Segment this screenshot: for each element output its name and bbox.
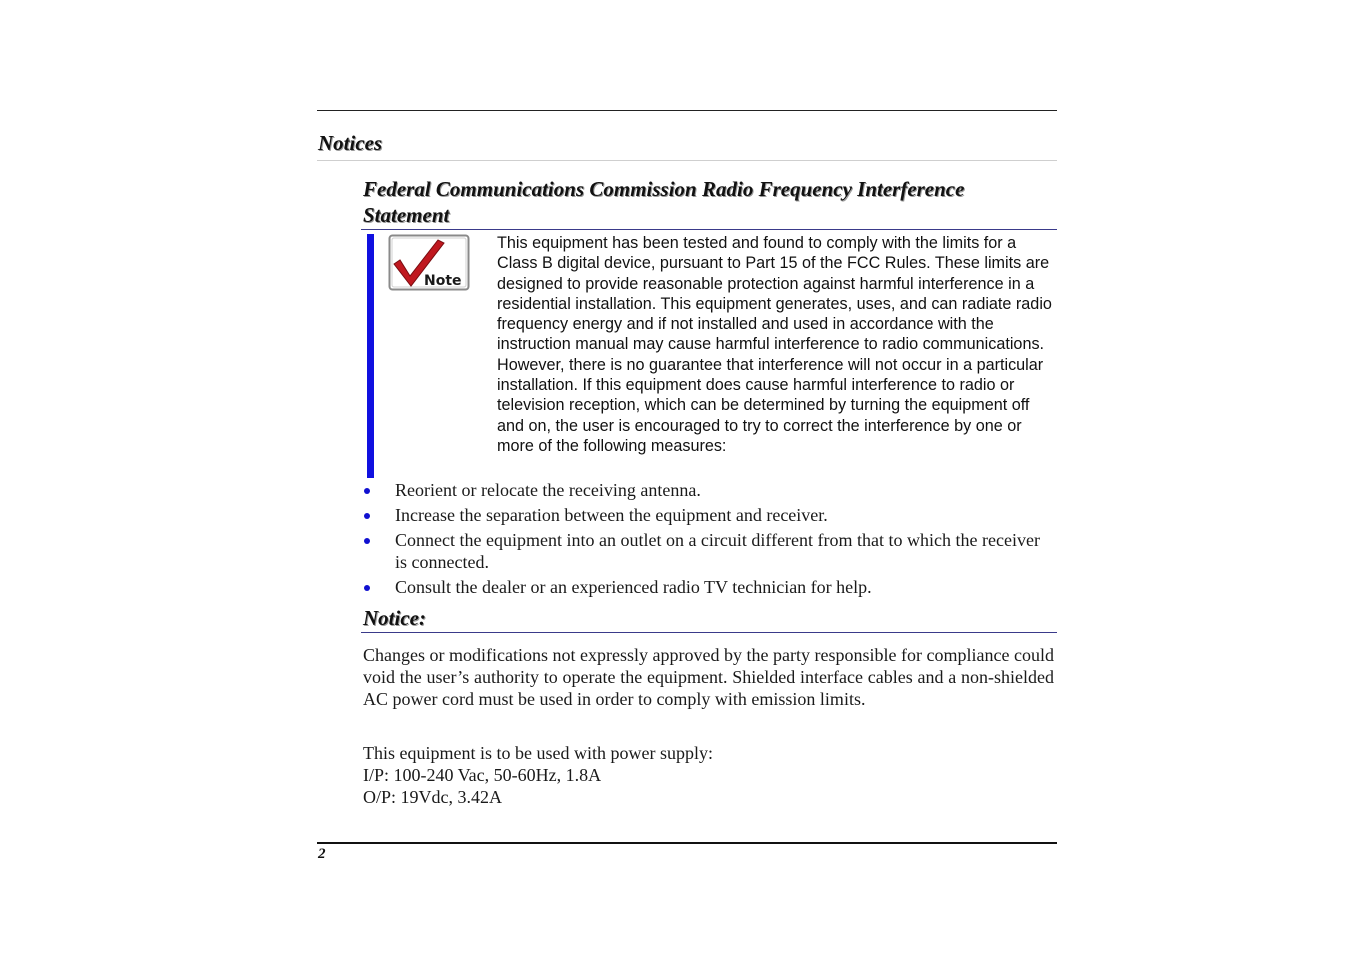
- measure-text: Consult the dealer or an experienced radio TV technician for help.: [395, 577, 872, 597]
- bullet-icon: [364, 513, 370, 519]
- power-input: I/P: 100-240 Vac, 50-60Hz, 1.8A: [363, 765, 602, 785]
- fcc-title-rule: [361, 229, 1057, 230]
- notice-title: Notice:: [363, 606, 426, 630]
- top-rule: [317, 110, 1057, 111]
- section-divider: [317, 160, 1057, 161]
- bullet-icon: [364, 538, 370, 544]
- note-icon-label: Note: [424, 273, 462, 289]
- note-checkmark-icon: [388, 234, 470, 291]
- power-output: O/P: 19Vdc, 3.42A: [363, 787, 502, 807]
- list-item: [363, 529, 1053, 573]
- page-number: 2: [318, 846, 326, 862]
- footer-rule: [317, 842, 1057, 844]
- notice-title-rule: [361, 632, 1057, 633]
- bullet-icon: [364, 585, 370, 591]
- list-item: [363, 479, 1053, 501]
- list-item: [363, 576, 1053, 598]
- document-page: [317, 0, 1057, 954]
- interference-measures-list: [363, 479, 1053, 601]
- notice-body: Changes or modifications not expressly approved by the party responsible for compliance could void the user’s authority to operate the equipment. Shielded interface cables and a non-shielded AC power cord must be used in order to comply with emission limits.: [363, 645, 1054, 709]
- section-title: Notices: [318, 131, 383, 155]
- power-intro: This equipment is to be used with power supply:: [363, 743, 713, 763]
- bullet-icon: [364, 488, 370, 494]
- measure-text: Connect the equipment into an outlet on a circuit different from that to which the receiver is connected.: [395, 530, 1040, 572]
- fcc-statement-title: Federal Communications Commission Radio Frequency Interference Statement: [363, 177, 965, 227]
- fcc-note-text: This equipment has been tested and found to comply with the limits for a Class B digital device, pursuant to Part 15 of the FCC Rules. These limits are designed to provide reasonable protection against harmful interference in a residential installation. This equipment generates, uses, and can radiate radio frequency energy and if not installed and used in accordance with the instruction manual may cause harmful interference to radio communications. However, there is no guarantee that interference will not occur in a particular installation. If this equipment does cause harmful interference to radio or television reception, which can be determined by turning the equipment off and on, the user is encouraged to try to correct the interference by one or more of the following measures:: [497, 234, 1052, 455]
- note-side-bar: [367, 234, 374, 478]
- power-supply-info: [363, 742, 1054, 808]
- list-item: [363, 504, 1053, 526]
- measure-text: Reorient or relocate the receiving antenna.: [395, 480, 701, 500]
- measure-text: Increase the separation between the equipment and receiver.: [395, 505, 828, 525]
